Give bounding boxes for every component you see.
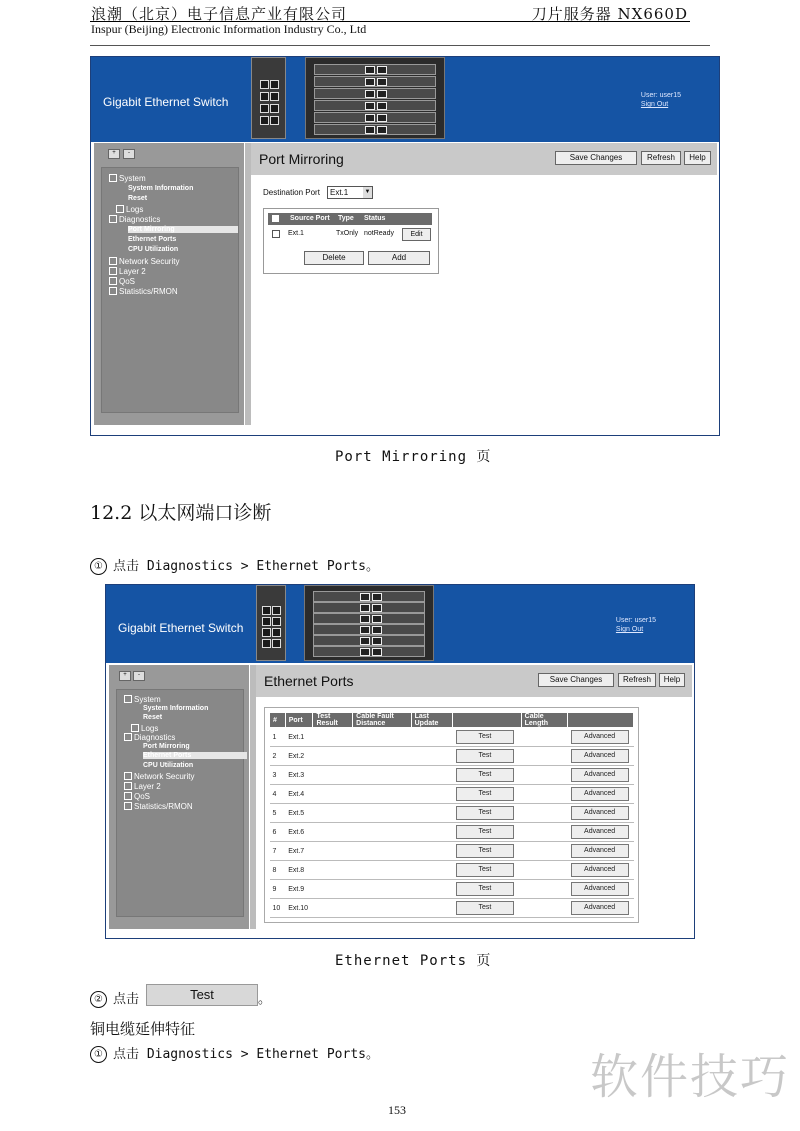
figure-caption-2: Ethernet Ports 页 (335, 953, 492, 969)
table-row (270, 747, 634, 766)
doc-header-company-en: Inspur (Beijing) Electronic Information Industry Co., Ltd (91, 22, 367, 36)
nav-layer-2[interactable]: Layer 2 (109, 267, 146, 276)
nav-diagnostics[interactable]: Diagnostics (124, 733, 175, 742)
advanced-button[interactable]: Advanced (571, 863, 629, 877)
advanced-button[interactable]: Advanced (571, 787, 629, 801)
row-test-result (313, 823, 353, 842)
col-source-port: Source Port (290, 215, 330, 222)
row-number: 9 (270, 880, 286, 899)
table-header-row (270, 713, 634, 728)
collapse-all-icon[interactable]: - (123, 149, 135, 159)
row-advanced (568, 766, 634, 785)
nav-layer-2[interactable]: Layer 2 (124, 782, 161, 791)
row-port: Ext.1 (285, 728, 313, 747)
step-2-suffix: 。 (258, 992, 272, 1007)
help-button[interactable]: Help (684, 151, 711, 165)
step-1-number: ① (90, 558, 107, 575)
row-type: TxOnly (336, 230, 359, 237)
chassis-image (305, 57, 445, 139)
page-number: 153 (388, 1103, 406, 1117)
table-row (270, 880, 634, 899)
expand-icon (124, 792, 132, 800)
doc-header-company: 浪潮（北京）电子信息产业有限公司 (91, 5, 348, 23)
table-row (270, 842, 634, 861)
nav-port-mirroring[interactable]: Port Mirroring (143, 743, 190, 750)
subheading: 铜电缆延伸特征 (90, 1020, 196, 1038)
row-last-update (411, 899, 453, 918)
table-row (270, 804, 634, 823)
row-last-update (411, 880, 453, 899)
advanced-button[interactable]: Advanced (571, 730, 629, 744)
row-number: 1 (270, 728, 286, 747)
expand-icon (124, 772, 132, 780)
row-cable-fault-distance (353, 804, 411, 823)
row-test (453, 747, 521, 766)
row-advanced (568, 804, 634, 823)
col-advanced (568, 713, 634, 728)
nav-system-information[interactable]: System Information (143, 705, 209, 712)
row-port: Ext.7 (285, 842, 313, 861)
nav-qos[interactable]: QoS (124, 792, 150, 801)
row-test (453, 861, 521, 880)
row-advanced (568, 899, 634, 918)
step-1-text: 点击 Diagnostics > Ethernet Ports。 (113, 559, 379, 574)
row-cable-length (521, 766, 567, 785)
row-number: 3 (270, 766, 286, 785)
app-title: Gigabit Ethernet Switch (103, 95, 229, 109)
nav-network-security[interactable]: Network Security (109, 257, 179, 266)
row-status: notReady (364, 230, 394, 237)
expand-icon (109, 287, 117, 295)
table-row (270, 766, 634, 785)
row-last-update (411, 823, 453, 842)
row-cable-fault-distance (353, 728, 411, 747)
col-port: Port (285, 713, 313, 728)
nav-logs[interactable]: Logs (131, 724, 158, 733)
table-row (270, 899, 634, 918)
col-last-update: Last Update (411, 713, 453, 728)
figure-caption-1: Port Mirroring 页 (335, 449, 492, 465)
row-advanced (568, 823, 634, 842)
table-row (270, 728, 634, 747)
main-content (250, 665, 692, 929)
row-test-result (313, 785, 353, 804)
content-title-bar (256, 665, 692, 697)
test-button[interactable]: Test (456, 806, 514, 820)
expand-icon (109, 267, 117, 275)
row-test-result (313, 842, 353, 861)
sidebar (94, 143, 244, 425)
collapse-icon (109, 174, 117, 182)
row-cable-fault-distance (353, 861, 411, 880)
expand-icon (131, 724, 139, 732)
test-button-illustration: Test (146, 984, 258, 1006)
row-test-result (313, 899, 353, 918)
expand-icon (124, 802, 132, 810)
col-test (453, 713, 521, 728)
test-button[interactable]: Test (456, 901, 514, 915)
help-button[interactable]: Help (659, 673, 685, 687)
test-button[interactable]: Test (456, 882, 514, 896)
page-title: Ethernet Ports (264, 673, 354, 689)
page-title: Port Mirroring (259, 151, 344, 167)
row-cable-fault-distance (353, 747, 411, 766)
row-test-result (313, 766, 353, 785)
advanced-button[interactable]: Advanced (571, 806, 629, 820)
add-button[interactable]: Add (368, 251, 430, 265)
step-2-prefix: 点击 (113, 992, 140, 1007)
app-banner (91, 57, 719, 142)
ethernet-ports-table-box (264, 707, 639, 923)
switch-module-image (256, 585, 286, 661)
row-advanced (568, 880, 634, 899)
test-button[interactable]: Test (456, 749, 514, 763)
row-cable-length (521, 899, 567, 918)
nav-statistics-rmon[interactable]: Statistics/RMON (109, 287, 178, 296)
table-row (270, 861, 634, 880)
row-last-update (411, 842, 453, 861)
row-last-update (411, 728, 453, 747)
sign-out-link[interactable]: Sign Out (615, 626, 644, 633)
row-port: Ext.6 (285, 823, 313, 842)
row-cable-fault-distance (353, 842, 411, 861)
row-cable-fault-distance (353, 880, 411, 899)
destination-port-select[interactable] (327, 186, 373, 199)
test-button[interactable]: Test (456, 825, 514, 839)
step-3-text: 点击 Diagnostics > Ethernet Ports。 (113, 1047, 379, 1062)
delete-button[interactable]: Delete (304, 251, 364, 265)
step-3 (90, 1043, 379, 1063)
step-3-number: ① (90, 1046, 107, 1063)
row-port: Ext.4 (285, 785, 313, 804)
nav-reset[interactable]: Reset (143, 714, 163, 721)
row-test-result (313, 861, 353, 880)
collapse-icon (124, 733, 132, 741)
save-changes-button[interactable]: Save Changes (555, 151, 637, 165)
nav-system[interactable]: System (109, 174, 146, 183)
table-row (268, 227, 432, 241)
row-number: 2 (270, 747, 286, 766)
row-cable-fault-distance (353, 766, 411, 785)
nav-system[interactable]: System (124, 695, 161, 704)
refresh-button[interactable]: Refresh (641, 151, 681, 165)
nav-port-mirroring[interactable]: Port Mirroring (128, 226, 238, 233)
row-last-update (411, 747, 453, 766)
section-title: 12.2 以太网端口诊断 (90, 502, 272, 524)
row-cable-length (521, 728, 567, 747)
col-type: Type (338, 215, 354, 222)
content-title-bar (251, 143, 717, 175)
advanced-button[interactable]: Advanced (571, 749, 629, 763)
nav-system-information[interactable]: System Information (128, 185, 194, 192)
row-test (453, 899, 521, 918)
row-test (453, 842, 521, 861)
row-advanced (568, 861, 634, 880)
collapse-icon (124, 695, 132, 703)
row-last-update (411, 785, 453, 804)
row-cable-length (521, 823, 567, 842)
row-test-result (313, 804, 353, 823)
advanced-button[interactable]: Advanced (571, 768, 629, 782)
doc-header-product: 刀片服务器 NX660D (531, 5, 688, 23)
row-cable-fault-distance (353, 823, 411, 842)
row-test (453, 880, 521, 899)
col-test-result: Test Result (313, 713, 353, 728)
mirror-table-box (263, 208, 439, 274)
user-label: User: user15 (615, 617, 656, 624)
row-test (453, 766, 521, 785)
row-number: 5 (270, 804, 286, 823)
step-2-number: ② (90, 991, 107, 1008)
nav-tree (116, 689, 244, 917)
col-cable-fault-distance: Cable Fault Distance (353, 713, 411, 728)
sign-out-link[interactable]: Sign Out (640, 101, 669, 108)
test-button[interactable]: Test (456, 844, 514, 858)
row-last-update (411, 861, 453, 880)
step-1 (90, 555, 379, 575)
app-title: Gigabit Ethernet Switch (118, 621, 244, 635)
ethernet-ports-table (269, 712, 634, 918)
row-cable-length (521, 880, 567, 899)
col-cable-length: Cable Length (521, 713, 567, 728)
advanced-button[interactable]: Advanced (571, 825, 629, 839)
row-number: 7 (270, 842, 286, 861)
destination-port-label: Destination Port (263, 188, 320, 197)
expand-icon (109, 277, 117, 285)
test-button[interactable]: Test (456, 768, 514, 782)
user-info (641, 91, 681, 109)
expand-all-icon[interactable]: + (119, 671, 131, 681)
collapse-all-icon[interactable]: - (133, 671, 145, 681)
main-content (245, 143, 717, 425)
row-test (453, 804, 521, 823)
row-test-result (313, 880, 353, 899)
row-cable-length (521, 747, 567, 766)
select-all-checkbox[interactable] (272, 215, 279, 222)
chevron-down-icon: ▼ (363, 187, 372, 198)
app-banner (106, 585, 694, 663)
nav-ethernet-ports[interactable]: Ethernet Ports (128, 236, 177, 243)
test-button[interactable]: Test (456, 730, 514, 744)
port-mirroring-screenshot (90, 56, 720, 436)
row-number: 4 (270, 785, 286, 804)
row-last-update (411, 766, 453, 785)
row-cable-length (521, 861, 567, 880)
expand-all-icon[interactable]: + (108, 149, 120, 159)
expand-icon (109, 257, 117, 265)
test-button[interactable]: Test (456, 787, 514, 801)
chassis-image (304, 585, 434, 661)
row-port: Ext.1 (288, 230, 304, 237)
row-number: 10 (270, 899, 286, 918)
row-number: 6 (270, 823, 286, 842)
save-changes-button[interactable]: Save Changes (538, 673, 614, 687)
nav-qos[interactable]: QoS (109, 277, 135, 286)
table-row (270, 785, 634, 804)
advanced-button[interactable]: Advanced (571, 882, 629, 896)
row-port: Ext.9 (285, 880, 313, 899)
row-test-result (313, 728, 353, 747)
row-checkbox[interactable] (272, 230, 280, 238)
row-cable-length (521, 842, 567, 861)
ethernet-ports-screenshot (105, 584, 695, 939)
row-last-update (411, 804, 453, 823)
row-port: Ext.8 (285, 861, 313, 880)
row-port: Ext.2 (285, 747, 313, 766)
row-cable-fault-distance (353, 785, 411, 804)
nav-statistics-rmon[interactable]: Statistics/RMON (124, 802, 193, 811)
row-advanced (568, 785, 634, 804)
row-test-result (313, 747, 353, 766)
expand-icon (124, 782, 132, 790)
row-port: Ext.5 (285, 804, 313, 823)
row-advanced (568, 842, 634, 861)
row-cable-length (521, 804, 567, 823)
table-row (270, 823, 634, 842)
nav-cpu-utilization[interactable]: CPU Utilization (128, 246, 179, 253)
step-2 (90, 988, 139, 1008)
row-test (453, 823, 521, 842)
advanced-button[interactable]: Advanced (571, 844, 629, 858)
row-port: Ext.10 (285, 899, 313, 918)
row-number: 8 (270, 861, 286, 880)
col-status: Status (364, 215, 386, 222)
row-cable-length (521, 785, 567, 804)
nav-logs[interactable]: Logs (116, 205, 143, 214)
row-port: Ext.3 (285, 766, 313, 785)
expand-icon (116, 205, 124, 213)
user-info (616, 616, 656, 634)
nav-network-security[interactable]: Network Security (124, 772, 194, 781)
row-advanced (568, 728, 634, 747)
collapse-icon (109, 215, 117, 223)
nav-diagnostics[interactable]: Diagnostics (109, 215, 160, 224)
col-number: # (270, 713, 286, 728)
nav-cpu-utilization[interactable]: CPU Utilization (143, 762, 194, 769)
row-cable-fault-distance (353, 899, 411, 918)
refresh-button[interactable]: Refresh (618, 673, 656, 687)
destination-port-value: Ext.1 (330, 188, 349, 197)
nav-ethernet-ports[interactable]: Ethernet Ports (143, 752, 247, 759)
row-test (453, 785, 521, 804)
header-rule-bottom (90, 45, 710, 46)
nav-reset[interactable]: Reset (128, 195, 148, 202)
nav-tree (101, 167, 239, 413)
sidebar (109, 665, 249, 929)
mirror-table-header (268, 213, 432, 225)
watermark: 软件技巧 (589, 1049, 790, 1105)
user-label: User: user15 (640, 92, 681, 99)
test-button[interactable]: Test (456, 863, 514, 877)
edit-button[interactable]: Edit (402, 228, 431, 241)
advanced-button[interactable]: Advanced (571, 901, 629, 915)
switch-module-image (251, 57, 286, 139)
row-test (453, 728, 521, 747)
row-advanced (568, 747, 634, 766)
